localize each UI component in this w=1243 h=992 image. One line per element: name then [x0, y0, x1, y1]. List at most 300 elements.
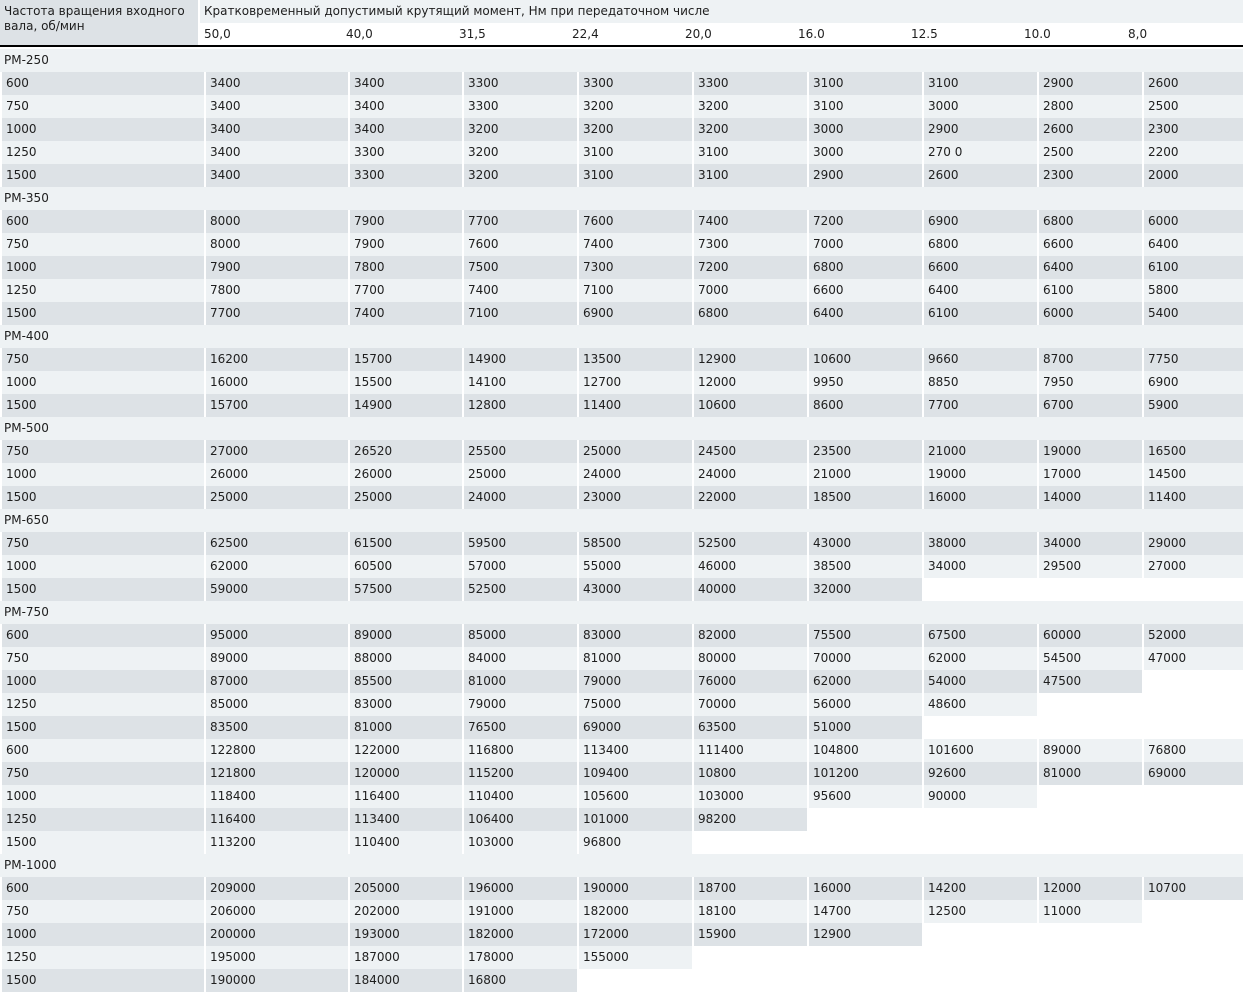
ratio-header: 50,0 [204, 27, 231, 41]
torque-cell: 90000 [924, 785, 1037, 808]
torque-cell: 23000 [579, 486, 692, 509]
torque-cell: 6400 [1039, 256, 1142, 279]
torque-cell: 16800 [464, 969, 577, 992]
rpm-cell: 1250 [2, 279, 204, 302]
torque-cell: 38000 [924, 532, 1037, 555]
torque-cell: 101000 [579, 808, 692, 831]
torque-cell: 16000 [924, 486, 1037, 509]
torque-cell: 56000 [809, 693, 922, 716]
torque-cell: 187000 [350, 946, 462, 969]
torque-cell: 85000 [206, 693, 348, 716]
torque-cell: 14900 [350, 394, 462, 417]
torque-cell: 8000 [206, 233, 348, 256]
torque-cell: 6100 [924, 302, 1037, 325]
torque-cell: 7200 [809, 210, 922, 233]
table-row [0, 72, 1243, 95]
torque-cell: 7400 [694, 210, 807, 233]
ratio-header: 20,0 [685, 27, 712, 41]
section-row [0, 854, 1243, 877]
table-row [0, 969, 1243, 992]
torque-cell: 6900 [579, 302, 692, 325]
torque-cell: 6400 [809, 302, 922, 325]
torque-cell: 3200 [579, 95, 692, 118]
torque-cell: 155000 [579, 946, 692, 969]
torque-cell: 2800 [1039, 95, 1142, 118]
section-label: РМ-650 [4, 513, 49, 527]
torque-cell: 34000 [1039, 532, 1142, 555]
torque-cell: 122800 [206, 739, 348, 762]
torque-cell: 2500 [1144, 95, 1243, 118]
torque-cell: 27000 [206, 440, 348, 463]
table-row [0, 739, 1243, 762]
torque-cell: 14900 [464, 348, 577, 371]
torque-cell: 121800 [206, 762, 348, 785]
rpm-cell: 750 [2, 233, 204, 256]
torque-cell: 95000 [206, 624, 348, 647]
rpm-cell: 1500 [2, 716, 204, 739]
torque-cell: 14700 [809, 900, 922, 923]
section-label: РМ-400 [4, 329, 49, 343]
torque-cell: 6600 [809, 279, 922, 302]
torque-cell: 14100 [464, 371, 577, 394]
table-row [0, 716, 1243, 739]
torque-cell: 3400 [350, 118, 462, 141]
rpm-cell: 1500 [2, 578, 204, 601]
table-row [0, 486, 1243, 509]
torque-cell: 7900 [350, 210, 462, 233]
torque-cell: 85500 [350, 670, 462, 693]
torque-cell: 209000 [206, 877, 348, 900]
torque-cell: 22000 [694, 486, 807, 509]
header-divider [0, 45, 1243, 47]
torque-cell: 19000 [924, 463, 1037, 486]
ratio-header: 31,5 [459, 27, 486, 41]
rpm-cell: 1000 [2, 670, 204, 693]
torque-cell: 52500 [694, 532, 807, 555]
torque-cell: 6600 [924, 256, 1037, 279]
torque-cell: 196000 [464, 877, 577, 900]
torque-cell: 12700 [579, 371, 692, 394]
torque-cell: 92600 [924, 762, 1037, 785]
torque-cell: 3400 [206, 95, 348, 118]
torque-cell: 25000 [464, 463, 577, 486]
table-row [0, 348, 1243, 371]
ratio-header: 12.5 [911, 27, 938, 41]
torque-cell: 2200 [1144, 141, 1243, 164]
torque-cell: 32000 [809, 578, 922, 601]
torque-cell: 101600 [924, 739, 1037, 762]
ratio-header: 22,4 [572, 27, 599, 41]
torque-cell: 2500 [1039, 141, 1142, 164]
torque-cell: 2600 [1039, 118, 1142, 141]
torque-cell: 2900 [1039, 72, 1142, 95]
torque-cell: 52500 [464, 578, 577, 601]
torque-cell: 2600 [1144, 72, 1243, 95]
table-row [0, 279, 1243, 302]
torque-cell: 3300 [579, 72, 692, 95]
torque-cell: 3100 [809, 95, 922, 118]
torque-cell: 24000 [579, 463, 692, 486]
torque-cell: 200000 [206, 923, 348, 946]
table-row [0, 946, 1243, 969]
rpm-cell: 1500 [2, 969, 204, 992]
rpm-cell: 750 [2, 647, 204, 670]
table-row [0, 877, 1243, 900]
torque-cell: 7000 [694, 279, 807, 302]
torque-cell: 195000 [206, 946, 348, 969]
torque-cell: 7100 [464, 302, 577, 325]
torque-cell: 13500 [579, 348, 692, 371]
torque-cell: 75500 [809, 624, 922, 647]
rpm-cell: 1250 [2, 808, 204, 831]
table-row [0, 95, 1243, 118]
torque-cell: 60000 [1039, 624, 1142, 647]
torque-cell: 3300 [464, 72, 577, 95]
torque-cell: 16000 [809, 877, 922, 900]
torque-cell: 11400 [1144, 486, 1243, 509]
torque-cell: 3300 [350, 141, 462, 164]
torque-cell: 80000 [694, 647, 807, 670]
torque-cell: 2000 [1144, 164, 1243, 187]
torque-cell: 84000 [464, 647, 577, 670]
torque-cell: 9950 [809, 371, 922, 394]
torque-cell: 19000 [1039, 440, 1142, 463]
torque-cell: 3300 [464, 95, 577, 118]
section-row [0, 509, 1243, 532]
torque-cell: 43000 [579, 578, 692, 601]
table-row [0, 831, 1243, 854]
torque-cell: 3400 [206, 118, 348, 141]
torque-cell: 7700 [350, 279, 462, 302]
torque-cell: 62000 [924, 647, 1037, 670]
table-row [0, 118, 1243, 141]
section-row [0, 417, 1243, 440]
torque-cell: 6900 [1144, 371, 1243, 394]
table-row [0, 555, 1243, 578]
torque-cell: 76500 [464, 716, 577, 739]
torque-cell: 11000 [1039, 900, 1142, 923]
section-label: РМ-250 [4, 53, 49, 67]
torque-cell: 6100 [1144, 256, 1243, 279]
torque-cell: 75000 [579, 693, 692, 716]
torque-cell: 62500 [206, 532, 348, 555]
torque-cell: 69000 [1144, 762, 1243, 785]
rpm-cell: 1250 [2, 141, 204, 164]
torque-cell: 8700 [1039, 348, 1142, 371]
torque-cell: 106400 [464, 808, 577, 831]
torque-cell: 101200 [809, 762, 922, 785]
torque-cell: 6700 [1039, 394, 1142, 417]
rpm-cell: 1250 [2, 946, 204, 969]
torque-cell: 205000 [350, 877, 462, 900]
torque-cell: 25500 [464, 440, 577, 463]
torque-cell: 3200 [464, 118, 577, 141]
torque-cell: 116800 [464, 739, 577, 762]
rpm-cell: 600 [2, 210, 204, 233]
table-row [0, 233, 1243, 256]
torque-cell: 15900 [694, 923, 807, 946]
torque-cell: 5800 [1144, 279, 1243, 302]
rpm-cell: 1500 [2, 302, 204, 325]
rpm-column-header: Частота вращения входного вала, об/мин [0, 0, 198, 46]
torque-cell: 8850 [924, 371, 1037, 394]
rpm-cell: 750 [2, 762, 204, 785]
torque-cell: 83000 [579, 624, 692, 647]
rpm-cell: 750 [2, 532, 204, 555]
torque-cell: 47000 [1144, 647, 1243, 670]
torque-cell: 24500 [694, 440, 807, 463]
torque-cell: 16200 [206, 348, 348, 371]
torque-cell: 15700 [350, 348, 462, 371]
table-row [0, 463, 1243, 486]
rpm-cell: 750 [2, 900, 204, 923]
torque-cell: 10700 [1144, 877, 1243, 900]
torque-cell: 47500 [1039, 670, 1142, 693]
rpm-cell: 750 [2, 440, 204, 463]
torque-cell: 85000 [464, 624, 577, 647]
torque-cell: 7800 [350, 256, 462, 279]
torque-cell: 87000 [206, 670, 348, 693]
torque-cell: 10800 [694, 762, 807, 785]
torque-cell: 3200 [464, 141, 577, 164]
torque-cell: 57000 [464, 555, 577, 578]
torque-cell: 7300 [579, 256, 692, 279]
torque-cell: 115200 [464, 762, 577, 785]
torque-cell: 3000 [809, 141, 922, 164]
torque-cell: 6900 [924, 210, 1037, 233]
torque-header-title: Кратковременный допустимый крутящий момент, Нм при передаточном числе [200, 0, 1243, 23]
table-row [0, 808, 1243, 831]
rpm-cell: 600 [2, 739, 204, 762]
torque-cell: 25000 [350, 486, 462, 509]
torque-cell: 122000 [350, 739, 462, 762]
ratio-header: 8,0 [1128, 27, 1148, 41]
section-row [0, 325, 1243, 348]
torque-cell: 6800 [924, 233, 1037, 256]
torque-cell: 59000 [206, 578, 348, 601]
torque-cell: 95600 [809, 785, 922, 808]
torque-cell: 7200 [694, 256, 807, 279]
torque-cell: 3400 [350, 95, 462, 118]
rpm-cell: 1250 [2, 693, 204, 716]
torque-cell: 96800 [579, 831, 692, 854]
rpm-cell: 1000 [2, 555, 204, 578]
rpm-cell: 1000 [2, 463, 204, 486]
torque-cell: 116400 [206, 808, 348, 831]
table-row [0, 141, 1243, 164]
torque-cell: 16500 [1144, 440, 1243, 463]
table-row [0, 693, 1243, 716]
torque-cell: 6100 [1039, 279, 1142, 302]
table-row [0, 578, 1243, 601]
torque-cell: 3200 [694, 95, 807, 118]
torque-cell: 7800 [206, 279, 348, 302]
torque-cell: 25000 [206, 486, 348, 509]
torque-cell: 89000 [206, 647, 348, 670]
torque-cell: 270 0 [924, 141, 1037, 164]
torque-cell: 14500 [1144, 463, 1243, 486]
torque-cell: 14000 [1039, 486, 1142, 509]
torque-cell: 193000 [350, 923, 462, 946]
torque-cell: 26000 [206, 463, 348, 486]
torque-cell: 59500 [464, 532, 577, 555]
torque-cell: 52000 [1144, 624, 1243, 647]
torque-cell: 82000 [694, 624, 807, 647]
table-row [0, 371, 1243, 394]
torque-cell: 62000 [206, 555, 348, 578]
torque-cell: 3100 [694, 141, 807, 164]
table-row [0, 670, 1243, 693]
torque-cell: 7700 [206, 302, 348, 325]
torque-cell: 104800 [809, 739, 922, 762]
torque-cell: 48600 [924, 693, 1037, 716]
torque-cell: 5900 [1144, 394, 1243, 417]
torque-cell: 3100 [924, 72, 1037, 95]
torque-cell: 7000 [809, 233, 922, 256]
torque-cell: 184000 [350, 969, 462, 992]
torque-cell: 46000 [694, 555, 807, 578]
torque-cell: 3100 [579, 141, 692, 164]
torque-cell: 7400 [350, 302, 462, 325]
torque-cell: 7400 [579, 233, 692, 256]
torque-cell: 57500 [350, 578, 462, 601]
torque-cell: 6000 [1144, 210, 1243, 233]
section-row [0, 187, 1243, 210]
table-row [0, 762, 1243, 785]
torque-cell: 29500 [1039, 555, 1142, 578]
torque-cell: 7100 [579, 279, 692, 302]
torque-cell: 12900 [694, 348, 807, 371]
torque-cell: 26520 [350, 440, 462, 463]
torque-cell: 2300 [1144, 118, 1243, 141]
torque-cell: 9660 [924, 348, 1037, 371]
torque-cell: 178000 [464, 946, 577, 969]
torque-cell: 2900 [924, 118, 1037, 141]
torque-cell: 55000 [579, 555, 692, 578]
torque-cell: 7750 [1144, 348, 1243, 371]
torque-cell: 81000 [464, 670, 577, 693]
rpm-cell: 750 [2, 95, 204, 118]
torque-cell: 118400 [206, 785, 348, 808]
torque-cell: 51000 [809, 716, 922, 739]
torque-cell: 110400 [464, 785, 577, 808]
torque-cell: 83500 [206, 716, 348, 739]
torque-cell: 103000 [464, 831, 577, 854]
torque-cell: 69000 [579, 716, 692, 739]
torque-cell: 81000 [350, 716, 462, 739]
torque-cell: 21000 [809, 463, 922, 486]
rpm-cell: 1000 [2, 118, 204, 141]
torque-cell: 61500 [350, 532, 462, 555]
torque-cell: 29000 [1144, 532, 1243, 555]
rpm-cell: 600 [2, 72, 204, 95]
torque-cell: 3300 [350, 164, 462, 187]
torque-cell: 5400 [1144, 302, 1243, 325]
torque-cell: 26000 [350, 463, 462, 486]
torque-cell: 12900 [809, 923, 922, 946]
torque-cell: 18500 [809, 486, 922, 509]
torque-cell: 3100 [694, 164, 807, 187]
torque-cell: 70000 [694, 693, 807, 716]
torque-cell: 7500 [464, 256, 577, 279]
torque-cell: 58500 [579, 532, 692, 555]
torque-cell: 23500 [809, 440, 922, 463]
torque-cell: 6800 [694, 302, 807, 325]
torque-cell: 3100 [809, 72, 922, 95]
torque-cell: 3000 [924, 95, 1037, 118]
torque-cell: 81000 [1039, 762, 1142, 785]
rpm-cell: 1000 [2, 785, 204, 808]
torque-cell: 11400 [579, 394, 692, 417]
table-row [0, 164, 1243, 187]
torque-cell: 8000 [206, 210, 348, 233]
torque-cell: 17000 [1039, 463, 1142, 486]
torque-cell: 7600 [464, 233, 577, 256]
torque-cell: 25000 [579, 440, 692, 463]
torque-cell: 98200 [694, 808, 807, 831]
torque-cell: 21000 [924, 440, 1037, 463]
torque-cell: 27000 [1144, 555, 1243, 578]
torque-cell: 2600 [924, 164, 1037, 187]
torque-cell: 3000 [809, 118, 922, 141]
torque-cell: 79000 [579, 670, 692, 693]
rpm-cell: 1000 [2, 256, 204, 279]
torque-cell: 12000 [694, 371, 807, 394]
section-label: РМ-750 [4, 605, 49, 619]
torque-cell: 191000 [464, 900, 577, 923]
torque-cell: 88000 [350, 647, 462, 670]
torque-cell: 2900 [809, 164, 922, 187]
torque-cell: 7300 [694, 233, 807, 256]
torque-cell: 110400 [350, 831, 462, 854]
section-row [0, 49, 1243, 72]
ratio-header: 40,0 [346, 27, 373, 41]
torque-cell: 3200 [464, 164, 577, 187]
torque-cell: 172000 [579, 923, 692, 946]
torque-cell: 70000 [809, 647, 922, 670]
table-row [0, 900, 1243, 923]
torque-cell: 24000 [464, 486, 577, 509]
table-header [0, 0, 1243, 46]
torque-cell: 6400 [924, 279, 1037, 302]
torque-cell: 24000 [694, 463, 807, 486]
torque-cell: 3400 [206, 72, 348, 95]
torque-cell: 14200 [924, 877, 1037, 900]
torque-cell: 18700 [694, 877, 807, 900]
rpm-cell: 750 [2, 348, 204, 371]
torque-cell: 89000 [1039, 739, 1142, 762]
torque-cell: 3300 [694, 72, 807, 95]
table-row [0, 256, 1243, 279]
torque-cell: 7700 [924, 394, 1037, 417]
torque-cell: 12500 [924, 900, 1037, 923]
rpm-cell: 600 [2, 624, 204, 647]
torque-cell: 6600 [1039, 233, 1142, 256]
torque-cell: 15700 [206, 394, 348, 417]
torque-cell: 182000 [579, 900, 692, 923]
torque-cell: 16000 [206, 371, 348, 394]
torque-cell: 3100 [579, 164, 692, 187]
torque-cell: 6800 [1039, 210, 1142, 233]
rpm-cell: 1500 [2, 486, 204, 509]
torque-cell: 6400 [1144, 233, 1243, 256]
torque-cell: 7900 [350, 233, 462, 256]
torque-cell: 7700 [464, 210, 577, 233]
torque-cell: 63500 [694, 716, 807, 739]
table-row [0, 210, 1243, 233]
table-row [0, 440, 1243, 463]
rpm-cell: 1500 [2, 394, 204, 417]
